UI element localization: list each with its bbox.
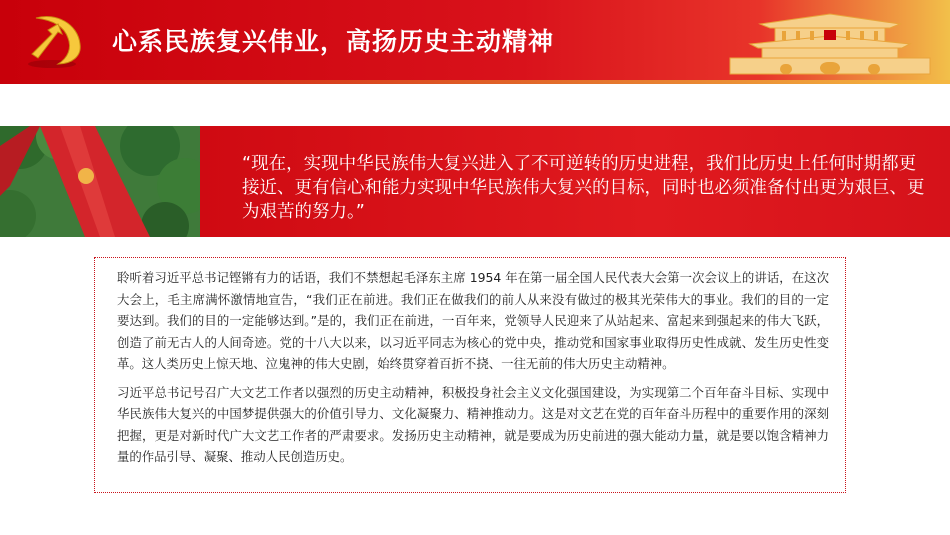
quote-text: “现在，实现中华民族伟大复兴进入了不可逆转的历史进程，我们比历史上任何时期都更接近、更有信心和能力实现中华民族伟大复兴的目标，同时也必须准备付出更为艰巨、更为艰苦的努力。” — [242, 154, 925, 222]
page-title: 心系民族复兴伟业，高扬历史主动精神 — [112, 27, 555, 56]
flag-photo — [0, 126, 200, 237]
header-banner — [0, 0, 950, 80]
tiananmen-gate-icon — [720, 10, 940, 76]
flag-trees-image — [0, 126, 200, 237]
body-paragraph-2: 习近平总书记号召广大文艺工作者以强烈的历史主动精神，积极投身社会主义文化强国建设，为实现第二个百年奋斗目标、实现中华民族伟大复兴的中国梦提供强大的价值引导力、文化凝聚力、精神推动力。这是对文艺在党的百年奋斗历程中的重要作用的深刻把握，更是对新时代广大文艺工作者的严肃要求。发扬历史主动精神，就是要成为历史前进的强大能动力量，就是要以饱含精神力量的作品引导、凝聚、推动人民创造历史。 — [117, 384, 829, 464]
party-emblem-icon — [22, 8, 92, 70]
body-paragraph-1: 聆听着习近平总书记铿锵有力的话语，我们不禁想起毛泽东主席 1954 年在第一届全国人民代表大会第一次会议上的讲话，在这次大会上，毛主席满怀激情地宣告，“我们正在前进。我们正在做我们的前人从来没有做过的极其光荣伟大的事业。我们的目的一定要达到。我们的目的一定能够达到。”是的，我们正在前进，一百年来，党领导人民迎来了从站起来、富起来到强起来的伟大飞跃，创造了前无古人的人间奇迹。党的十八大以来，以习近平同志为核心的党中央，推动党和国家事业取得历史性成就、发生历史性变革。这人类历史上惊天地、泣鬼神的伟大史剧，始终贯穿着百折不挠、一往无前的伟大历史主动精神。 — [117, 270, 829, 371]
quote-band — [200, 126, 950, 237]
body-text-box — [94, 257, 846, 493]
header-underline — [0, 80, 950, 84]
